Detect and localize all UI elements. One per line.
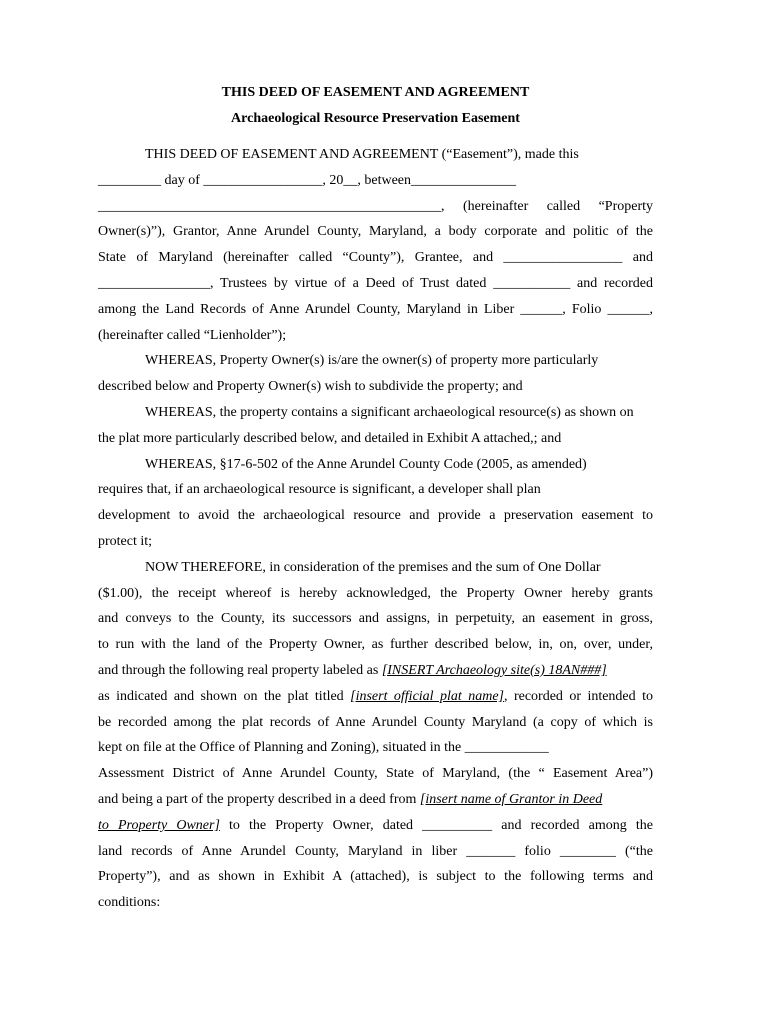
body-line: protect it; bbox=[98, 533, 153, 549]
body-line: _________ day of _________________, 20__, between_______________ bbox=[98, 172, 517, 188]
body-line: NOW THEREFORE, in consideration of the premises and the sum of One Dollar bbox=[145, 559, 601, 575]
document-body bbox=[98, 142, 653, 916]
body-line: WHEREAS, Property Owner(s) is/are the owner(s) of property more particularly bbox=[145, 353, 599, 369]
body-line: THIS DEED OF EASEMENT AND AGREEMENT (“Easement”), made this bbox=[145, 147, 579, 162]
body-line-text: as indicated and shown on the plat titled bbox=[98, 688, 351, 704]
body-line: conditions: bbox=[98, 895, 161, 911]
placeholder-field: [INSERT Archaeology site(s) 18AN###] bbox=[381, 662, 607, 678]
body-line: described below and Property Owner(s) wish to subdivide the property; and bbox=[98, 379, 523, 395]
document-page bbox=[98, 80, 653, 916]
placeholder-field: [insert official plat name] bbox=[350, 688, 504, 704]
body-line bbox=[98, 658, 653, 684]
body-line bbox=[98, 813, 653, 839]
body-line: WHEREAS, §17-6-502 of the Anne Arundel County Code (2005, as amended) bbox=[145, 456, 587, 472]
body-line: Property”), and as shown in Exhibit A (attached), is subject to the following terms and bbox=[98, 869, 653, 885]
body-line-text: to the Property Owner, dated __________ and recorded among the bbox=[219, 817, 653, 833]
placeholder-field: [insert name of Grantor in Deed bbox=[419, 791, 603, 807]
body-line: development to avoid the archaeological resource and provide a preservation easement to bbox=[98, 508, 653, 524]
body-line: _________________________________________________, (hereinafter called “Property bbox=[98, 198, 653, 214]
body-line: Owner(s)”), Grantor, Anne Arundel County, Maryland, a body corporate and politic of the bbox=[98, 224, 653, 240]
body-line: kept on file at the Office of Planning and Zoning), situated in the ____________ bbox=[98, 740, 549, 756]
body-line: land records of Anne Arundel County, Maryland in liber _______ folio ________ (“the bbox=[98, 843, 653, 859]
body-line bbox=[98, 684, 653, 710]
body-line: and conveys to the County, its successors and assigns, in perpetuity, an easement in gross, bbox=[98, 611, 653, 627]
document-title: THIS DEED OF EASEMENT AND AGREEMENT bbox=[221, 85, 530, 100]
body-line: State of Maryland (hereinafter called “County”), Grantee, and _________________ and bbox=[98, 250, 653, 266]
body-line: ________________, Trustees by virtue of a Deed of Trust dated ___________ and recorded bbox=[98, 275, 653, 291]
body-line: requires that, if an archaeological resource is significant, a developer shall plan bbox=[98, 482, 541, 498]
body-line: Assessment District of Anne Arundel County, State of Maryland, (the “ Easement Area”) bbox=[98, 766, 653, 782]
body-line-text: , recorded or intended to bbox=[504, 688, 653, 704]
body-line: the plat more particularly described below, and detailed in Exhibit A attached,; and bbox=[98, 430, 562, 446]
document-subtitle: Archaeological Resource Preservation Easement bbox=[231, 111, 520, 126]
body-line: ($1.00), the receipt whereof is hereby acknowledged, the Property Owner hereby grants bbox=[98, 585, 653, 601]
body-line: among the Land Records of Anne Arundel County, Maryland in Liber ______, Folio ______, bbox=[98, 301, 653, 317]
body-line-text: and through the following real property labeled as bbox=[98, 662, 382, 678]
body-line-text: and being a part of the property described in a deed from bbox=[98, 791, 420, 807]
body-line: to run with the land of the Property Owner, as further described below, in, on, over, under, bbox=[98, 637, 653, 653]
body-line: WHEREAS, the property contains a significant archaeological resource(s) as shown on bbox=[145, 404, 634, 420]
body-line: (hereinafter called “Lienholder”); bbox=[98, 327, 287, 343]
placeholder-field: to Property Owner] bbox=[98, 817, 220, 833]
body-line: be recorded among the plat records of Anne Arundel County Maryland (a copy of which is bbox=[98, 714, 653, 730]
body-line bbox=[98, 787, 653, 813]
